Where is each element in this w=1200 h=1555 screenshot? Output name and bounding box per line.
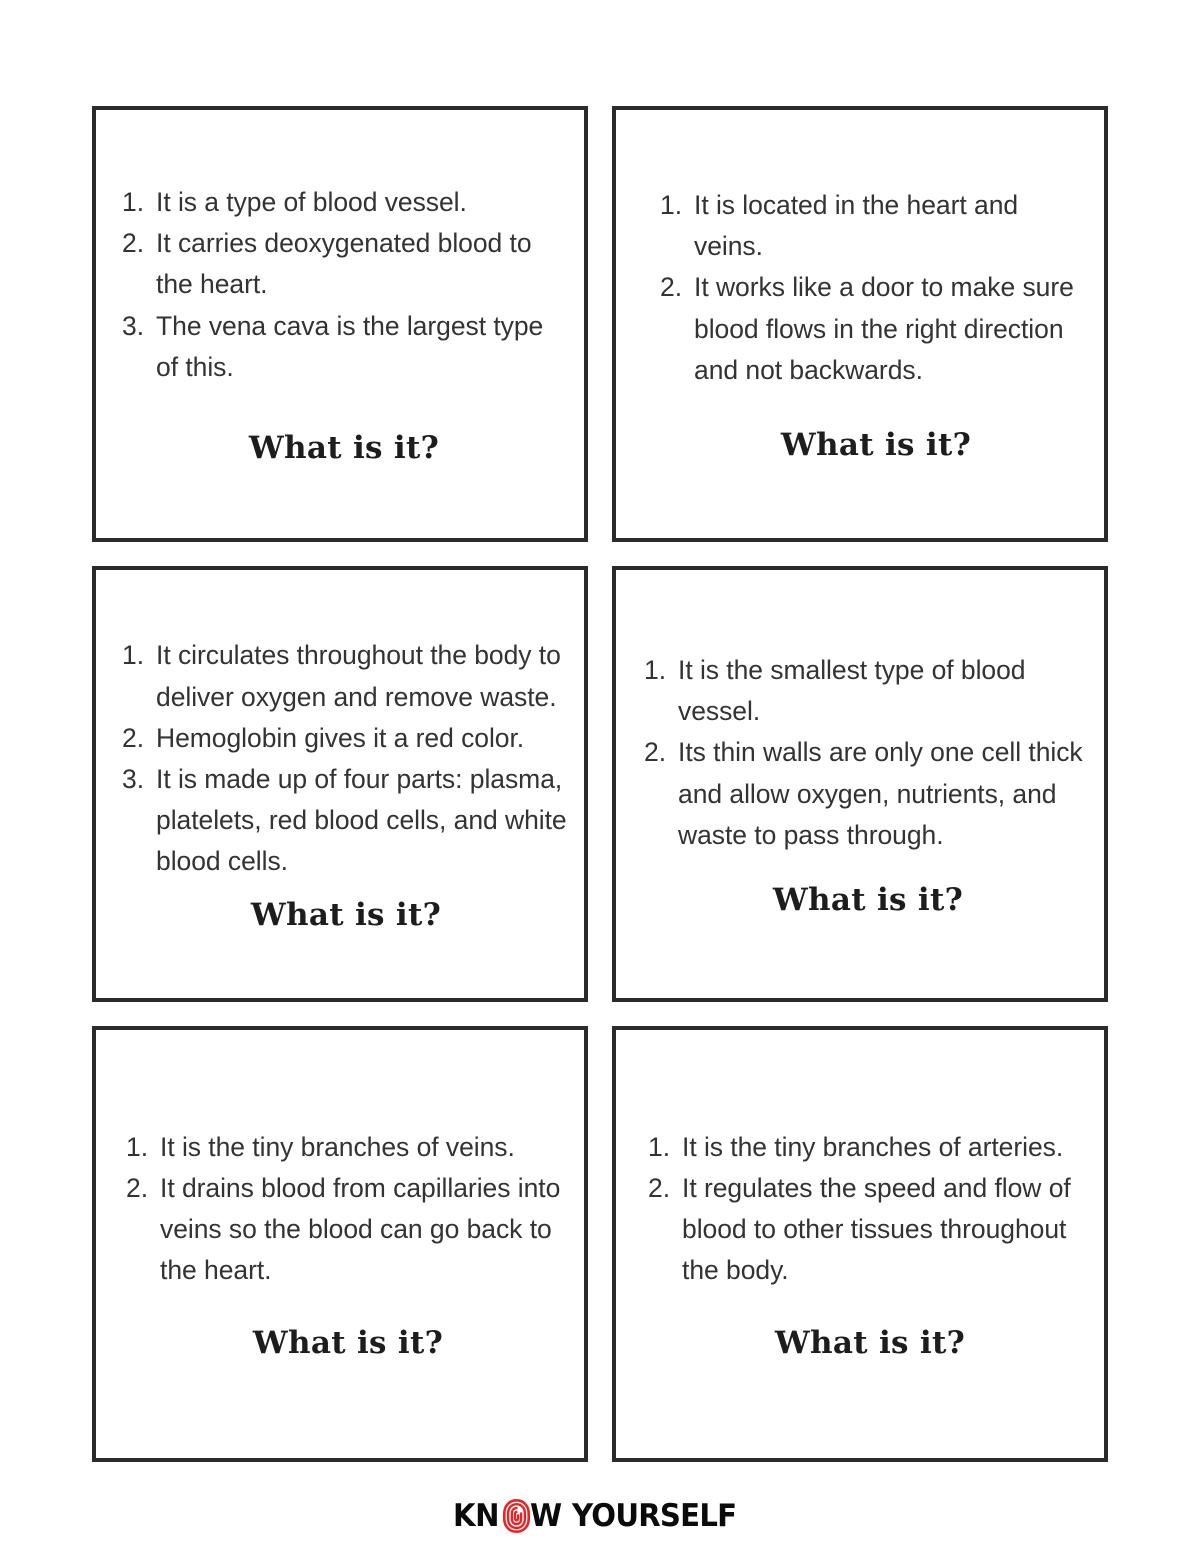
clue-number: 2. [122,722,145,753]
card-question-prompt: What is it? [774,1325,966,1362]
clue-item [648,1127,1092,1168]
clue-number: 2. [644,737,667,768]
card-question-prompt: What is it? [772,882,964,918]
clue-text: It is a type of blood vessel. [156,186,467,217]
riddle-card-4 [612,566,1108,1002]
clue-number: 1. [126,1131,149,1162]
logo-text-kn: KN [452,1497,499,1534]
clue-number: 2. [126,1172,149,1203]
clue-text: It is the tiny branches of arteries. [682,1131,1064,1162]
clue-list-2 [660,185,1092,391]
clue-number: 2. [648,1172,671,1203]
clue-list-1 [122,182,566,388]
clue-text: It circulates throughout the body to deliver oxygen and remove waste. [156,640,561,712]
card-question-prompt: What is it? [780,427,972,463]
clue-list-5 [126,1127,570,1292]
clue-item [122,306,566,388]
clue-text: Hemoglobin gives it a red color. [156,722,525,753]
card-question-prompt: What is it? [248,430,440,466]
fingerprint-icon [503,1499,530,1533]
clue-item [122,759,570,883]
riddle-card-1 [92,106,588,542]
clue-list-4 [644,650,1092,856]
clue-list-6 [648,1127,1092,1292]
clue-text: It is the tiny branches of veins. [160,1131,515,1162]
clue-text: It carries deoxygenated blood to the heart. [156,228,532,300]
clue-text: It regulates the speed and flow of blood to other tissues throughout the body. [682,1172,1071,1286]
clue-number: 3. [122,310,145,341]
clue-text: Its thin walls are only one cell thick and allow oxygen, nutrients, and waste to pass through. [678,737,1083,850]
clue-text: It is the smallest type of blood vessel. [678,654,1026,727]
clue-text: It is located in the heart and veins. [694,189,1019,262]
clue-text: It drains blood from capillaries into veins so the blood can go back to the heart. [160,1172,561,1286]
clue-number: 1. [648,1131,671,1162]
clue-item [644,650,1092,732]
riddle-card-6 [612,1026,1108,1462]
logo-text-yourself: YOURSELF [572,1497,737,1534]
clue-item [122,718,570,759]
clue-number: 1. [122,186,145,217]
logo-wordmark [453,1499,747,1533]
riddle-card-3 [92,566,588,1002]
riddle-card-grid [92,106,1108,1466]
riddle-card-5 [92,1026,588,1462]
card-question-prompt: What is it? [250,896,442,933]
clue-item [122,223,566,305]
clue-item [126,1168,570,1292]
clue-item [644,732,1092,856]
clue-text: It works like a door to make sure blood flows in the right direction and not backwards. [694,272,1074,385]
clue-text: The vena cava is the largest type of this. [156,310,544,382]
clue-number: 1. [122,640,145,671]
clue-item [122,635,570,717]
clue-item [126,1127,570,1168]
clue-item [660,267,1092,391]
clue-number: 1. [660,189,683,220]
footer-brand-logo [0,1492,1200,1540]
clue-number: 2. [660,272,683,303]
card-question-prompt: What is it? [252,1325,444,1362]
clue-list-3 [122,635,570,882]
logo-text-w: W [529,1497,562,1534]
clue-item [122,182,566,223]
clue-item [660,185,1092,267]
clue-number: 1. [644,654,667,685]
clue-number: 2. [122,228,145,259]
clue-number: 3. [122,764,145,794]
clue-item [648,1168,1092,1292]
clue-text: It is made up of four parts: plasma, platelets, red blood cells, and white blood cells. [156,764,567,877]
riddle-card-2 [612,106,1108,542]
